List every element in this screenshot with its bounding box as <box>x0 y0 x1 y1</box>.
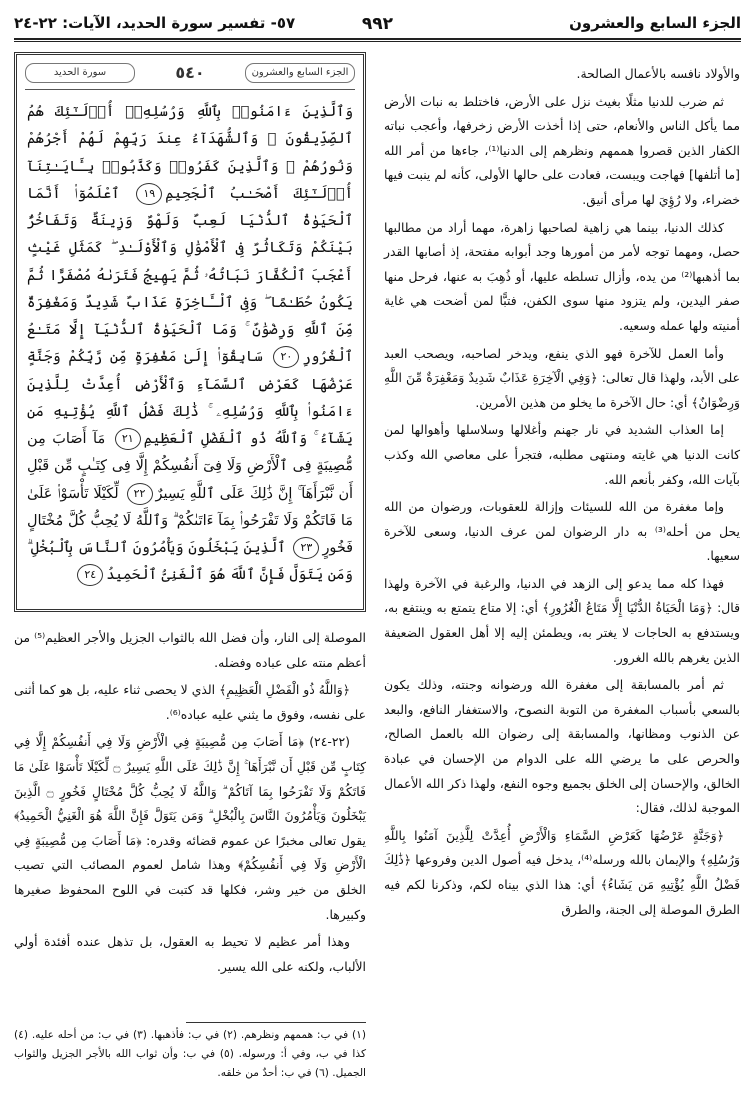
header-surah-range: ٥٧- تفسير سورة الحديد، الآيات: ٢٢-٢٤ <box>14 14 296 32</box>
quran-page-number: ٥٤٠ <box>175 63 205 82</box>
quran-header-rule <box>25 89 355 90</box>
verse-number-marker: ٢١ <box>115 428 141 450</box>
paragraph: (٢٢-٢٤) ﴿مَا أَصَابَ مِن مُّصِيبَةٍ فِي الْأَرْضِ وَلَا فِي أَنفُسِكُمْ إِلَّا فِي كِتَابٍ مِّن قَبْلِ أَن نَّبْرَأَهَا ۚ إِنَّ ذَٰلِكَ عَلَى اللَّهِ يَسِيرٌ ۝ لِّكَيْلَا تَأْسَوْا عَلَىٰ مَا فَاتَكُمْ وَلَا تَفْرَحُوا بِمَا آتَاكُمْ ۗ وَاللَّهُ لَا يُحِبُّ كُلَّ مُخْتَالٍ فَخُورٍ ۝ الَّذِينَ يَبْخَلُونَ وَيَأْمُرُونَ النَّاسَ بِالْبُخْلِ ۗ وَمَن يَتَوَلَّ فَإِنَّ اللَّهَ هُوَ الْغَنِيُّ الْحَمِيدُ﴾ يقول تعالى مخبرًا عن عموم قضائه وقدره: ﴿مَا أَصَابَ مِن مُّصِيبَةٍ فِي الْأَرْضِ وَلَا فِي أَنفُسِكُمْ﴾ وهذا شامل لعموم المصائب التي تصيب الخلق من خير وشر، فكلها قد كتبت في اللوح المحفوظ صغيرها وكبيرها. <box>14 734 366 922</box>
verse-text: ٱعْلَمُوٓا۟ أَنَّمَا ٱلْحَيَوٰةُ ٱلدُّنْيَا لَعِبٌ وَلَهْوٌ وَزِينَةٌ وَتَفَاخُرٌۢ بَيْنَكُمْ وَتَكَاثُرٌ فِى ٱلْأَمْوَٰلِ وَٱلْأَوْلَـٰدِ ۖ كَمَثَلِ غَيْثٍ أَعْجَبَ ٱلْكُفَّارَ نَبَاتُهُۥ ثُمَّ يَهِيجُ فَتَرَىٰهُ مُصْفَرًّا ثُمَّ يَكُونُ حُطَـٰمًا ۖ وَفِى ٱلْـَٔاخِرَةِ عَذَابٌ شَدِيدٌ وَمَغْفِرَةٌ مِّنَ ٱللَّهِ وَرِضْوَٰنٌ ۚ وَمَا ٱلْحَيَوٰةُ ٱلدُّنْيَآ إِلَّا مَتَـٰعُ ٱلْغُرُورِ <box>27 185 353 366</box>
page-header <box>14 8 741 38</box>
header-juz: الجزء السابع والعشرون <box>569 14 741 32</box>
header-page-number: ٩٩٢ <box>361 14 394 34</box>
quran-verses <box>27 99 353 599</box>
paragraph: وهذا أمر عظيم لا تحيط به العقول، بل تذهل عنده أفئدة أولي الألباب، ولكنه على الله يسير. <box>14 934 366 974</box>
tafsir-left-column <box>14 626 366 1014</box>
header-rule-thin <box>14 41 741 42</box>
footnote-text: (١) في ب: هممهم ونظرهم. (٢) في ب: فأذهبها. (٣) في ب: من أحله عليه. (٤) كذا في ب، وفي أ: ورسوله. (٥) في ب: وأن ثواب الله بالأجر الجزيل والثواب الجميل. (٦) في ب: أحدٌ من خلقه. <box>14 1029 366 1079</box>
verse-number-marker: ٢٣ <box>293 537 319 559</box>
tafsir-right-column <box>384 62 740 1100</box>
verse-number-marker: ١٩ <box>136 183 162 205</box>
quran-juz-cartouche: الجزء السابع والعشرون <box>245 63 355 83</box>
verse-text: مَآ أَصَابَ مِن مُّصِيبَةٍ فِى ٱلْأَرْضِ وَلَا فِىٓ أَنفُسِكُمْ إِلَّا فِى كِتَـٰبٍ مِّن قَبْلِ أَن نَّبْرَأَهَآ ۚ إِنَّ ذَٰلِكَ عَلَى ٱللَّهِ يَسِيرٌ <box>27 431 354 502</box>
paragraph: وإما مغفرة من الله للسيئات وإزالة للعقوبات، ورضوان من الله يحل من أحله⁽³⁾ به دار الرضوان لمن عرف الدنيا، وسعى للآخرة سعيها. <box>384 499 741 564</box>
paragraph: ﴿وَاللَّهُ ذُو الْفَضْلِ الْعَظِيمِ﴾ الذي لا يحصى ثناء عليه، بل هو كما أثنى على نفسه، وفوق ما يثني عليه عباده⁽⁶⁾. <box>14 682 366 722</box>
paragraph: وأما العمل للآخرة فهو الذي ينفع، ويدخر لصاحبه، ويصحب العبد على الأبد، ولهذا قال تعالى: ﴿وَفِي الْآخِرَةِ عَذَابٌ شَدِيدٌ وَمَغْفِرَةٌ مِّنَ اللَّهِ وَرِضْوَانٌ﴾ أي: حال الآخرة ما يخلو من هذين الأمرين. <box>384 345 740 410</box>
verse-number-marker: ٢٠ <box>273 346 299 368</box>
verse-text: ٱلَّذِينَ يَبْخَلُونَ وَيَأْمُرُونَ ٱلنَّاسَ بِٱلْبُخْلِ ۗ وَمَن يَتَوَلَّ فَإِنَّ ٱللَّهَ هُوَ ٱلْغَنِىُّ ٱلْحَمِيدُ <box>27 540 353 584</box>
verse-text: وَٱلَّذِينَ ءَامَنُوا۟ بِٱللَّهِ وَرُسُلِهِۦٓ أُو۟لَـٰٓئِكَ هُمُ ٱلصِّدِّيقُونَ ۖ وَٱلشُّهَدَآءُ عِندَ رَبِّهِمْ لَهُمْ أَجْرُهُمْ وَنُورُهُمْ ۖ وَٱلَّذِينَ كَفَرُوا۟ وَكَذَّبُوا۟ بِـَٔايَـٰتِنَآ أُو۟لَـٰٓئِكَ أَصْحَـٰبُ ٱلْجَحِيمِ <box>27 104 354 202</box>
paragraph: ﴿وَجَنَّةٍ عَرْضُهَا كَعَرْضِ السَّمَاءِ وَالْأَرْضِ أُعِدَّتْ لِلَّذِينَ آمَنُوا بِاللَّهِ وَرُسُلِهِ﴾ والإيمان بالله ورسله⁽⁴⁾، يدخل فيه أصول الدين وفروعها ﴿ذَٰلِكَ فَضْلُ اللَّهِ يُؤْتِيهِ مَن يَشَاءُ﴾ أي: هذا الذي بيناه لكم، وذكرنا لكم فيه الطرق الموصلة إلى الجنة، والطرق <box>384 827 741 917</box>
verse-text: لِّكَيْلَا تَأْسَوْا۟ عَلَىٰ مَا فَاتَكُمْ وَلَا تَفْرَحُوا۟ بِمَآ ءَاتَىٰكُمْ ۗ وَٱللَّهُ لَا يُحِبُّ كُلَّ مُخْتَالٍ فَخُورٍ <box>27 485 353 556</box>
paragraph: الموصلة إلى النار، وأن فضل الله بالثواب الجزيل والأجر العظيم⁽⁵⁾ من أعظم منته على عباده وفضله. <box>14 630 366 670</box>
paragraph: فهذا كله مما يدعو إلى الزهد في الدنيا، والرغبة في الآخرة ولهذا قال: ﴿وَمَا الْحَيَاةُ الدُّنْيَا إِلَّا مَتَاعُ الْغُرُورِ﴾ أي: إلا متاع يتمتع به وينتفع به، ويستدفع به الحاجات لا يغتر به، ويطمئن إليه إلا أهل العقول الضعيفة الذين يغرهم بالله الغرور. <box>384 575 740 665</box>
header-rule <box>14 38 741 40</box>
paragraph: والأولاد نافسه بالأعمال الصالحة. <box>576 66 740 81</box>
quran-surah-cartouche: سورة الحديد <box>25 63 135 83</box>
paragraph: ثم ضرب للدنيا مثلًا بغيث نزل على الأرض، فاختلط به نبات الأرض مما يأكل الناس والأنعام، حتى إذا أخذت الأرض زخرفها، وأعجب نباته الكفار الذين قصروا هممهم ونظرهم إلى الدنيا⁽¹⁾، جاءها من أمر الله [ما أتلفها] فهاجت ويبست، فعادت على حالها الأولى، كأنه لم ينبت فيها خضراء، ولا رُؤِيَ لها مرأى أنيق. <box>384 93 740 207</box>
paragraph: إما العذاب الشديد في نار جهنم وأغلالها وسلاسلها وأهوالها لمن كانت الدنيا هي غايته ومنتهى مطلبه، فتجرأ على معاصي الله وكذب بآيات الله، وكفر بأنعم الله. <box>384 422 740 487</box>
paragraph: كذلك الدنيا، بينما هي زاهية لصاحبها زاهرة، مهما أراد من مطالبها حصل، ومهما توجه لأمر من أمورها وجد أبوابه مفتحة، إذ أصابها القدر بما أذهبها⁽²⁾ من يده، وأزال تسلطه عليها، أو ذُهِبَ به عنها، فرحل منها صفر اليدين، ولم يتزود منها سوى الكفن، فتبًّا لمن أضحت هي غاية أمنيته ولها عمله وسعيه. <box>384 219 740 333</box>
paragraph: ثم أمر بالمسابقة إلى مغفرة الله ورضوانه وجنته، وذلك يكون بالسعي بأسباب المغفرة من التوبة النصوح، والاستغفار النافع، والبعد عن الذنوب ومظانها، والمسابقة إلى رضوان الله بالعمل الصالح، والحرص على ما يرضي الله على الدوام من الإحسان في عبادة الخالق، والإحسان إلى الخلق بجميع وجوه النفع، ولهذا ذكر الله الأعمال الموجبة لذلك، فقال: <box>384 677 740 816</box>
quran-page-image <box>14 52 366 612</box>
footnote-rule <box>186 1022 366 1023</box>
verse-number-marker: ٢٤ <box>77 564 103 586</box>
footnotes <box>14 1026 366 1102</box>
verse-number-marker: ٢٢ <box>127 483 153 505</box>
verse-text: سَابِقُوٓا۟ إِلَىٰ مَغْفِرَةٍ مِّن رَّبِّكُمْ وَجَنَّةٍ عَرْضُهَا كَعَرْضِ ٱلسَّمَآءِ وَٱلْأَرْضِ أُعِدَّتْ لِلَّذِينَ ءَامَنُوا۟ بِٱللَّهِ وَرُسُلِهِۦ ۚ ذَٰلِكَ فَضْلُ ٱللَّهِ يُؤْتِيهِ مَن يَشَآءُ ۚ وَٱللَّهُ ذُو ٱلْفَضْلِ ٱلْعَظِيمِ <box>27 349 353 447</box>
